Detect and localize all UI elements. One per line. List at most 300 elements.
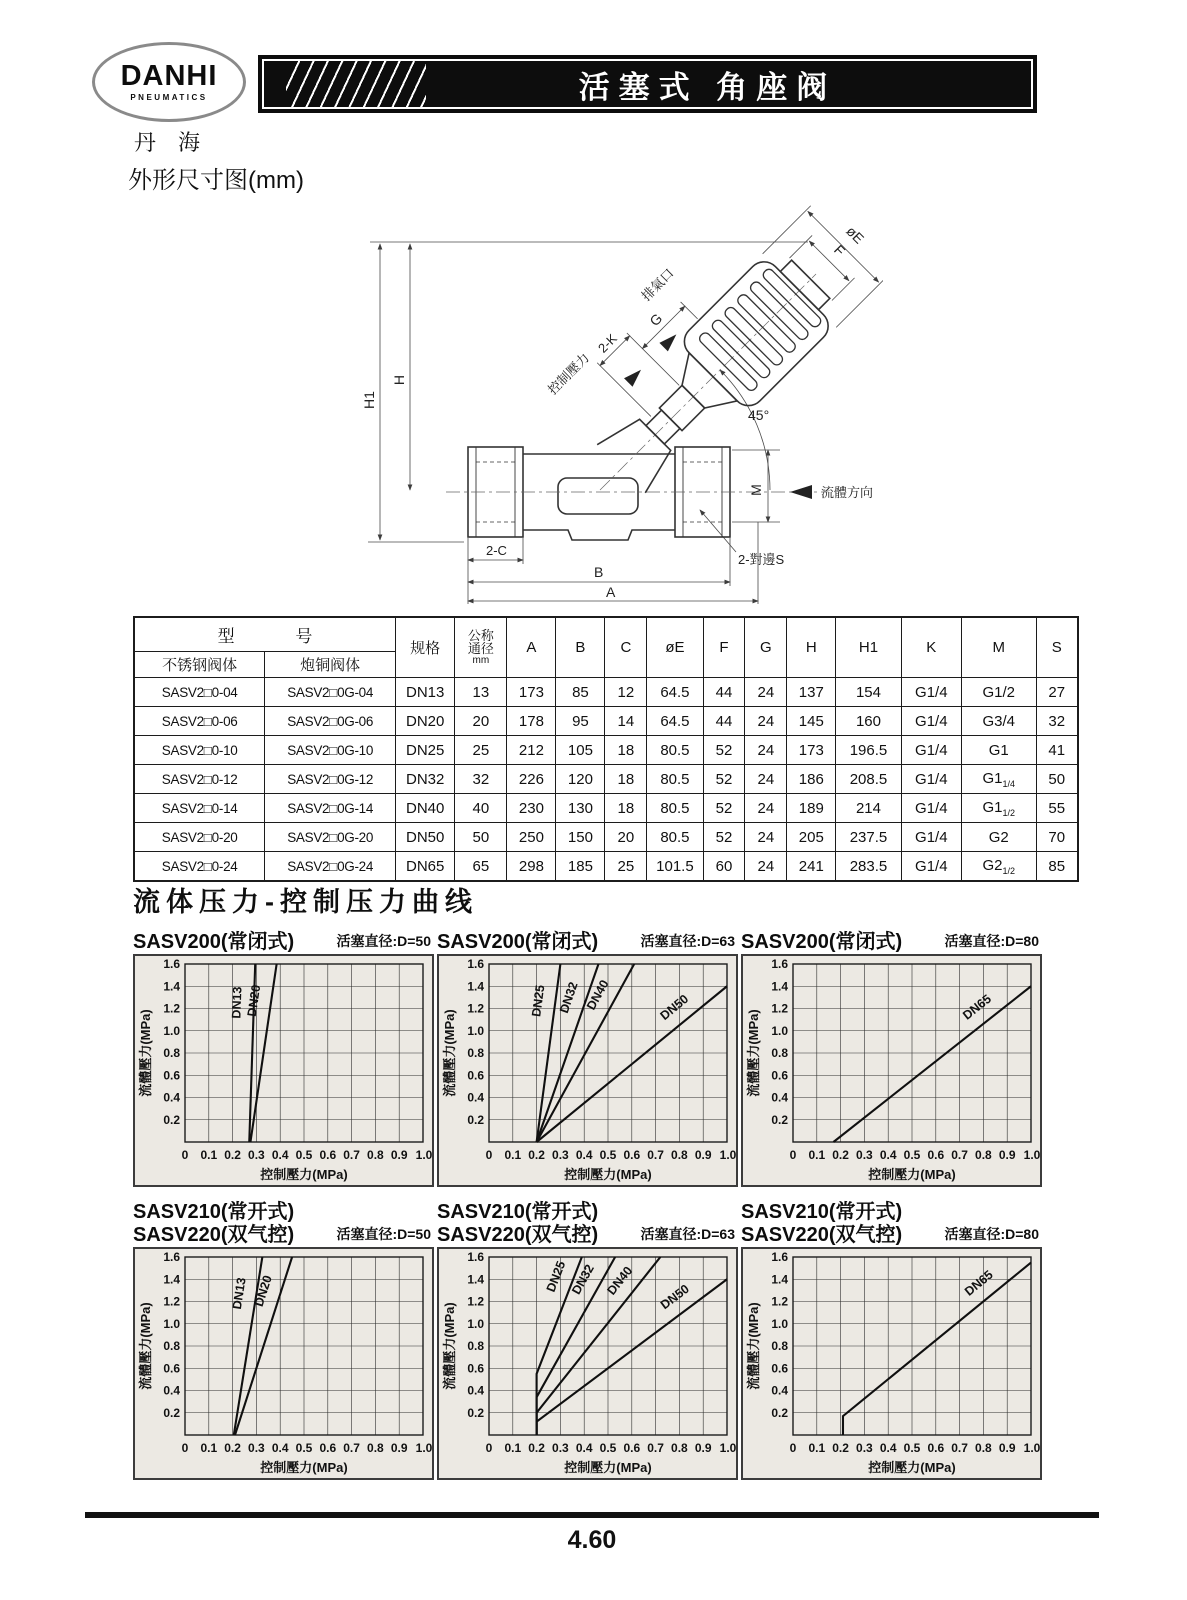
y-tick-label: 0.2 xyxy=(771,1112,788,1127)
value-cell: 55 xyxy=(1036,794,1078,823)
chart-grid xyxy=(185,964,423,1142)
flats-label: 2-對邊S xyxy=(738,552,785,567)
x-tick-label: 0.6 xyxy=(927,1148,945,1162)
col-header-B: B xyxy=(556,617,605,678)
y-tick-label: 1.2 xyxy=(467,1294,484,1309)
value-cell: 178 xyxy=(507,707,556,736)
curve-label-DN50: DN50 xyxy=(657,1281,692,1313)
x-tick-label: 0.2 xyxy=(224,1148,241,1162)
title-banner xyxy=(258,55,1037,113)
col-header-C: C xyxy=(605,617,647,678)
col-header-H1: H1 xyxy=(836,617,901,678)
dim-label-2k: 2-K xyxy=(594,330,620,356)
y-tick-label: 1.0 xyxy=(163,1316,180,1331)
col-header-H: H xyxy=(787,617,836,678)
x-tick-label: 0.2 xyxy=(832,1441,849,1455)
value-cell: 85 xyxy=(1036,852,1078,882)
value-cell: 20 xyxy=(455,707,507,736)
value-cell: 212 xyxy=(507,736,556,765)
y-tick-label: 0.6 xyxy=(163,1361,180,1376)
x-tick-label: 0 xyxy=(789,1441,797,1455)
value-cell: 230 xyxy=(507,794,556,823)
value-cell: 64.5 xyxy=(647,707,703,736)
value-cell: DN20 xyxy=(396,707,455,736)
flow-direction-label: 流體方向 xyxy=(821,485,874,500)
chart-title: SASV210(常开式) xyxy=(741,1201,903,1223)
y-tick-label: 1.4 xyxy=(467,979,484,994)
x-tick-label: 0.2 xyxy=(224,1441,241,1455)
x-tick-label: 0.5 xyxy=(599,1148,617,1162)
y-tick-label: 0.2 xyxy=(163,1405,180,1420)
value-cell: DN40 xyxy=(396,794,455,823)
pressure-curve-chart xyxy=(741,910,1041,1187)
y-tick-label: 1.6 xyxy=(163,1250,180,1264)
y-tick-label: 1.2 xyxy=(163,1001,180,1016)
y-tick-label: 0.6 xyxy=(771,1361,788,1376)
x-tick-label: 0.1 xyxy=(504,1148,522,1162)
chart-title: SASV200(常闭式) xyxy=(741,931,903,953)
y-tick-label: 0.2 xyxy=(467,1405,484,1420)
page-title: 活塞式 角座阀 xyxy=(578,69,837,105)
value-cell: 24 xyxy=(745,852,787,882)
model-cell: SASV2□0G-24 xyxy=(265,852,396,882)
page-number: 4.60 xyxy=(567,1526,617,1554)
x-tick-label: 0.4 xyxy=(271,1441,289,1455)
x-tick-label: 0.9 xyxy=(390,1148,408,1162)
model-group-header: 型 号 xyxy=(134,617,396,652)
y-axis-label: 流體壓力(MPa) xyxy=(138,1009,153,1097)
value-cell: 160 xyxy=(836,707,901,736)
curve-label-DN25: DN25 xyxy=(543,1259,569,1294)
y-tick-label: 1.6 xyxy=(467,1250,484,1264)
value-cell: 250 xyxy=(507,823,556,852)
x-tick-label: 1.0 xyxy=(415,1148,432,1162)
chart-svg xyxy=(135,1249,432,1478)
x-tick-label: 0.8 xyxy=(975,1441,992,1455)
chart-title-area xyxy=(437,1193,737,1247)
valve-dimension-drawing xyxy=(338,192,883,610)
value-cell: 298 xyxy=(507,852,556,882)
bronze-body-header: 炮铜阀体 xyxy=(265,652,396,678)
y-tick-label: 0.8 xyxy=(163,1339,180,1353)
curve-label-DN20: DN20 xyxy=(244,983,264,1018)
y-tick-label: 0.2 xyxy=(163,1112,180,1127)
value-cell: 24 xyxy=(745,678,787,707)
y-tick-label: 1.0 xyxy=(467,1316,484,1331)
x-tick-label: 0.9 xyxy=(694,1148,712,1162)
x-tick-label: 0.6 xyxy=(319,1148,337,1162)
value-cell: G1/4 xyxy=(901,707,961,736)
dim-label-a: A xyxy=(606,584,616,600)
x-tick-label: 0.3 xyxy=(552,1148,569,1162)
dim-label-f: F xyxy=(831,241,849,259)
value-cell: G3/4 xyxy=(961,707,1036,736)
value-cell: 64.5 xyxy=(647,678,703,707)
x-tick-label: 0.7 xyxy=(647,1441,664,1455)
y-tick-label: 1.4 xyxy=(163,1272,180,1287)
y-tick-label: 0.8 xyxy=(771,1046,788,1060)
pressure-curve-chart xyxy=(133,910,433,1187)
x-tick-label: 0.1 xyxy=(808,1441,826,1455)
x-tick-label: 0 xyxy=(485,1441,493,1455)
pressure-curve-chart xyxy=(437,910,737,1187)
piston-diameter-label: 活塞直径:D=80 xyxy=(944,933,1039,949)
model-cell: SASV2□0-10 xyxy=(134,736,265,765)
x-tick-label: 0.7 xyxy=(647,1148,664,1162)
chart-plot-box xyxy=(741,954,1042,1187)
x-tick-label: 0.8 xyxy=(367,1148,384,1162)
thread-sub: 1/4 xyxy=(1002,778,1015,789)
y-axis-label: 流體壓力(MPa) xyxy=(138,1302,153,1390)
x-tick-label: 0.7 xyxy=(951,1441,968,1455)
exhaust-arrow xyxy=(659,330,680,351)
value-cell: G1/4 xyxy=(901,823,961,852)
x-tick-label: 0.7 xyxy=(343,1441,360,1455)
chart-title: SASV200(常闭式) xyxy=(133,931,295,953)
control-pressure-label: 控制壓力 xyxy=(544,349,593,398)
value-cell: G1/4 xyxy=(901,794,961,823)
value-cell: DN50 xyxy=(396,823,455,852)
dim-label-h1: H1 xyxy=(361,391,377,409)
y-tick-label: 0.2 xyxy=(771,1405,788,1420)
x-tick-label: 0.9 xyxy=(694,1441,712,1455)
model-cell: SASV2□0G-12 xyxy=(265,765,396,794)
chart-plot-box xyxy=(133,954,434,1187)
thread-sub: 1/2 xyxy=(1002,807,1015,818)
dn-header-line2: 通径 xyxy=(467,641,494,657)
value-cell: 27 xyxy=(1036,678,1078,707)
y-tick-label: 1.6 xyxy=(771,957,788,971)
y-tick-label: 0.4 xyxy=(771,1383,788,1398)
flow-direction-arrow xyxy=(790,485,812,499)
value-cell: 32 xyxy=(1036,707,1078,736)
x-axis-label: 控制壓力(MPa) xyxy=(260,1167,348,1182)
x-tick-label: 0.3 xyxy=(248,1441,265,1455)
model-cell: SASV2□0-06 xyxy=(134,707,265,736)
value-cell: 25 xyxy=(455,736,507,765)
piston-diameter-label: 活塞直径:D=63 xyxy=(640,933,735,949)
value-cell: 25 xyxy=(605,852,647,882)
value-cell: 120 xyxy=(556,765,605,794)
value-cell: 44 xyxy=(703,707,745,736)
value-cell: 241 xyxy=(787,852,836,882)
curve-label-DN40: DN40 xyxy=(583,977,612,1013)
value-cell: 101.5 xyxy=(647,852,703,882)
x-tick-label: 0.5 xyxy=(599,1441,617,1455)
x-tick-label: 0 xyxy=(181,1441,189,1455)
x-tick-label: 0.3 xyxy=(856,1148,873,1162)
x-axis-label: 控制壓力(MPa) xyxy=(260,1460,348,1475)
y-tick-label: 0.6 xyxy=(467,1361,484,1376)
chart-svg xyxy=(743,956,1040,1185)
x-tick-label: 0.5 xyxy=(295,1148,313,1162)
value-cell: DN25 xyxy=(396,736,455,765)
x-tick-label: 0.8 xyxy=(671,1148,688,1162)
value-cell: G1 xyxy=(961,736,1036,765)
x-tick-label: 1.0 xyxy=(415,1441,432,1455)
value-cell: 80.5 xyxy=(647,794,703,823)
value-cell: 24 xyxy=(745,823,787,852)
value-cell: 130 xyxy=(556,794,605,823)
dim-label-h: H xyxy=(391,374,407,386)
chart-title: SASV220(双气控) xyxy=(741,1224,903,1246)
chart-svg xyxy=(135,956,432,1185)
table-row xyxy=(134,794,1078,823)
model-cell: SASV2□0-12 xyxy=(134,765,265,794)
footer-rule xyxy=(85,1512,1099,1518)
x-tick-label: 0.3 xyxy=(856,1441,873,1455)
x-tick-label: 0.4 xyxy=(879,1148,897,1162)
value-cell: 24 xyxy=(745,736,787,765)
x-tick-label: 1.0 xyxy=(1023,1148,1040,1162)
value-cell: 52 xyxy=(703,794,745,823)
dimension-table xyxy=(133,616,1079,882)
value-cell: G2 xyxy=(961,823,1036,852)
value-cell: 105 xyxy=(556,736,605,765)
table-row xyxy=(134,678,1078,707)
drawing-section-title: 外形尺寸图(mm) xyxy=(128,167,304,194)
y-tick-label: 1.2 xyxy=(771,1294,788,1309)
dimension-lines xyxy=(368,242,808,604)
model-cell: SASV2□0-04 xyxy=(134,678,265,707)
value-cell: 18 xyxy=(605,765,647,794)
value-cell: 189 xyxy=(787,794,836,823)
value-cell: 150 xyxy=(556,823,605,852)
dim-label-phie: øE xyxy=(843,222,868,247)
model-cell: SASV2□0G-20 xyxy=(265,823,396,852)
col-header-E: øE xyxy=(647,617,703,678)
y-tick-label: 1.4 xyxy=(771,1272,788,1287)
x-tick-label: 1.0 xyxy=(719,1441,736,1455)
value-cell: 145 xyxy=(787,707,836,736)
y-tick-label: 1.0 xyxy=(467,1023,484,1038)
logo-chinese-name: 丹海 xyxy=(133,130,222,155)
chart-svg xyxy=(743,1249,1040,1478)
col-header-S: S xyxy=(1036,617,1078,678)
y-tick-label: 1.4 xyxy=(163,979,180,994)
value-cell: 52 xyxy=(703,823,745,852)
x-tick-label: 0.9 xyxy=(998,1441,1016,1455)
x-tick-label: 0.8 xyxy=(975,1148,992,1162)
curve-DN65 xyxy=(833,986,1031,1142)
value-cell: 186 xyxy=(787,765,836,794)
value-cell: 205 xyxy=(787,823,836,852)
y-tick-label: 0.8 xyxy=(467,1046,484,1060)
value-cell: 80.5 xyxy=(647,736,703,765)
chart-title-area xyxy=(437,910,737,954)
value-cell: 70 xyxy=(1036,823,1078,852)
x-tick-label: 0 xyxy=(485,1148,493,1162)
value-cell: 196.5 xyxy=(836,736,901,765)
value-cell: $G1_{1/2}$ xyxy=(961,794,1036,823)
table-row xyxy=(134,852,1078,882)
dim-label-m: M xyxy=(748,484,764,496)
chart-grid xyxy=(793,1257,1031,1435)
x-tick-label: 0.6 xyxy=(623,1441,641,1455)
x-tick-label: 0.7 xyxy=(951,1148,968,1162)
y-axis-label: 流體壓力(MPa) xyxy=(442,1009,457,1097)
value-cell: 32 xyxy=(455,765,507,794)
value-cell: $G2_{1/2}$ xyxy=(961,852,1036,882)
curve-label-DN13: DN13 xyxy=(229,986,245,1019)
x-tick-label: 0.5 xyxy=(903,1441,921,1455)
x-tick-label: 0 xyxy=(789,1148,797,1162)
x-tick-label: 0.1 xyxy=(808,1148,826,1162)
value-cell: 40 xyxy=(455,794,507,823)
dimension-table-body xyxy=(134,678,1078,882)
value-cell: 214 xyxy=(836,794,901,823)
value-cell: 65 xyxy=(455,852,507,882)
value-cell: 20 xyxy=(605,823,647,852)
value-cell: 173 xyxy=(507,678,556,707)
y-tick-label: 1.0 xyxy=(771,1023,788,1038)
y-tick-label: 1.4 xyxy=(771,979,788,994)
value-cell: DN65 xyxy=(396,852,455,882)
x-tick-label: 0.7 xyxy=(343,1148,360,1162)
y-tick-label: 0.4 xyxy=(163,1090,180,1105)
dn-header-unit: mm xyxy=(472,654,490,666)
pressure-curve-chart xyxy=(133,1193,433,1480)
piston-diameter-label: 活塞直径:D=50 xyxy=(336,933,431,949)
x-axis-label: 控制壓力(MPa) xyxy=(868,1460,956,1475)
x-tick-label: 0.1 xyxy=(504,1441,522,1455)
y-tick-label: 1.6 xyxy=(467,957,484,971)
col-header-G: G xyxy=(745,617,787,678)
x-tick-label: 1.0 xyxy=(719,1148,736,1162)
y-tick-label: 0.6 xyxy=(467,1068,484,1083)
curve-label-DN32: DN32 xyxy=(569,1262,597,1297)
chart-plot-box xyxy=(437,1247,738,1480)
chart-grid xyxy=(185,1257,423,1435)
col-header-A: A xyxy=(507,617,556,678)
logo-brand-text: DANHI xyxy=(120,60,218,92)
logo-sub-text: PNEUMATICS xyxy=(130,93,208,102)
drawing-dim-labels xyxy=(361,375,873,600)
x-tick-label: 0.9 xyxy=(390,1441,408,1455)
spec-header: 规格 xyxy=(396,617,455,678)
chart-title: SASV220(双气控) xyxy=(437,1224,599,1246)
value-cell: 12 xyxy=(605,678,647,707)
value-cell: G1/4 xyxy=(901,678,961,707)
chart-title: SASV200(常闭式) xyxy=(437,931,599,953)
x-tick-label: 0.3 xyxy=(248,1148,265,1162)
value-cell: 60 xyxy=(703,852,745,882)
model-cell: SASV2□0-24 xyxy=(134,852,265,882)
value-cell: 95 xyxy=(556,707,605,736)
chart-plot-box xyxy=(133,1247,434,1480)
y-axis-label: 流體壓力(MPa) xyxy=(442,1302,457,1390)
x-tick-label: 0.3 xyxy=(552,1441,569,1455)
y-axis-label: 流體壓力(MPa) xyxy=(746,1302,761,1390)
exhaust-port-label: 排氣口 xyxy=(638,265,677,304)
x-tick-label: 0.4 xyxy=(575,1441,593,1455)
value-cell: G1/4 xyxy=(901,736,961,765)
actuator-assembly xyxy=(542,192,883,506)
y-tick-label: 1.2 xyxy=(163,1294,180,1309)
chart-title-area xyxy=(741,1193,1041,1247)
chart-title-area xyxy=(741,910,1041,954)
value-cell: 50 xyxy=(455,823,507,852)
value-cell: 41 xyxy=(1036,736,1078,765)
curve-DN65 xyxy=(843,1263,1031,1435)
curve-label-DN20: DN20 xyxy=(251,1273,275,1309)
value-cell: 50 xyxy=(1036,765,1078,794)
chart-title-area xyxy=(133,1193,433,1247)
x-tick-label: 0.9 xyxy=(998,1148,1016,1162)
y-tick-label: 0.6 xyxy=(163,1068,180,1083)
x-tick-label: 0.6 xyxy=(623,1148,641,1162)
value-cell: G1/2 xyxy=(961,678,1036,707)
curve-label-DN25: DN25 xyxy=(529,984,548,1018)
x-tick-label: 0.2 xyxy=(528,1148,545,1162)
value-cell: 154 xyxy=(836,678,901,707)
y-tick-label: 1.6 xyxy=(163,957,180,971)
dn-header-line1: 公称 xyxy=(467,627,494,643)
piston-diameter-label: 活塞直径:D=63 xyxy=(640,1226,735,1242)
value-cell: 208.5 xyxy=(836,765,901,794)
value-cell: 226 xyxy=(507,765,556,794)
value-cell: DN13 xyxy=(396,678,455,707)
x-tick-label: 0.1 xyxy=(200,1441,218,1455)
x-axis-label: 控制壓力(MPa) xyxy=(564,1167,652,1182)
company-logo xyxy=(92,42,242,155)
x-tick-label: 0.2 xyxy=(528,1441,545,1455)
dim-label-b: B xyxy=(594,564,604,580)
value-cell: 185 xyxy=(556,852,605,882)
piston-diameter-label: 活塞直径:D=50 xyxy=(336,1226,431,1242)
curve-label-DN32: DN32 xyxy=(556,980,581,1015)
value-cell: 18 xyxy=(605,736,647,765)
value-cell: 13 xyxy=(455,678,507,707)
x-tick-label: 0.5 xyxy=(295,1441,313,1455)
chart-title: SASV210(常开式) xyxy=(437,1201,599,1223)
y-tick-label: 1.4 xyxy=(467,1272,484,1287)
value-cell: $G1_{1/4}$ xyxy=(961,765,1036,794)
chart-title: SASV210(常开式) xyxy=(133,1201,295,1223)
y-tick-label: 0.8 xyxy=(467,1339,484,1353)
value-cell: 24 xyxy=(745,794,787,823)
value-cell: 44 xyxy=(703,678,745,707)
col-header-F: F xyxy=(703,617,745,678)
chart-plot-box xyxy=(437,954,738,1187)
dim-label-g: G xyxy=(646,310,666,330)
y-tick-label: 1.6 xyxy=(771,1250,788,1264)
logo-oval xyxy=(92,42,246,122)
x-tick-label: 0.4 xyxy=(879,1441,897,1455)
y-tick-label: 0.4 xyxy=(467,1383,484,1398)
y-tick-label: 0.8 xyxy=(163,1046,180,1060)
value-cell: 52 xyxy=(703,736,745,765)
x-tick-label: 0.4 xyxy=(575,1148,593,1162)
centerlines xyxy=(446,274,826,492)
x-axis-label: 控制壓力(MPa) xyxy=(868,1167,956,1182)
value-cell: G1/4 xyxy=(901,765,961,794)
value-cell: 18 xyxy=(605,794,647,823)
pressure-curve-chart xyxy=(741,1193,1041,1480)
curve-label-DN65: DN65 xyxy=(960,991,994,1023)
x-tick-label: 0.6 xyxy=(319,1441,337,1455)
x-tick-label: 0.8 xyxy=(671,1441,688,1455)
curve-label-DN13: DN13 xyxy=(229,1276,249,1311)
x-tick-label: 0.6 xyxy=(927,1441,945,1455)
curve-label-DN40: DN40 xyxy=(604,1263,636,1298)
angle-label: 45° xyxy=(748,407,770,423)
y-tick-label: 1.2 xyxy=(467,1001,484,1016)
value-cell: 137 xyxy=(787,678,836,707)
value-cell: 173 xyxy=(787,736,836,765)
y-tick-label: 1.2 xyxy=(771,1001,788,1016)
value-cell: DN32 xyxy=(396,765,455,794)
